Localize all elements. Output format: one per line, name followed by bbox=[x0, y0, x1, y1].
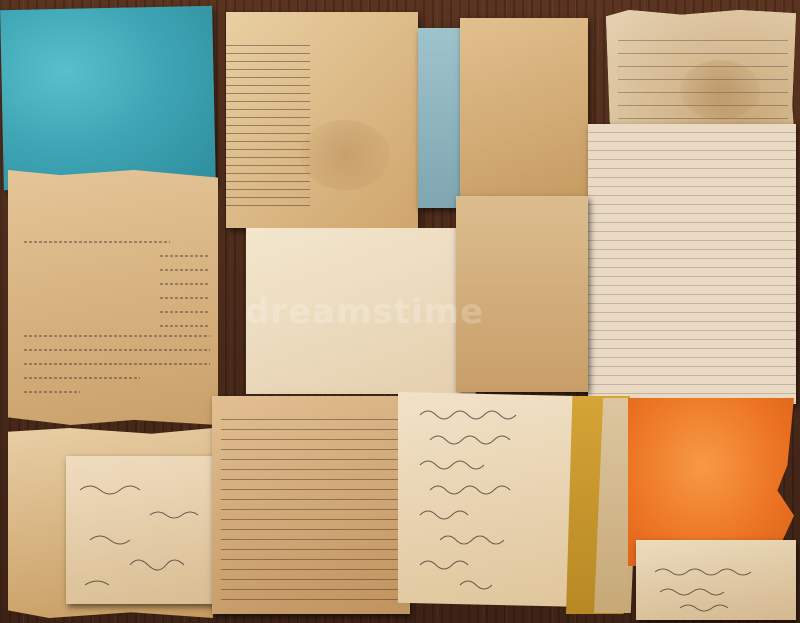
handwriting-bottom-left bbox=[70, 470, 210, 600]
handwriting-bottom-right bbox=[650, 560, 790, 615]
tan-sheet-middle bbox=[456, 196, 588, 392]
handwriting-center bbox=[410, 400, 580, 600]
typed-text-lines bbox=[20, 236, 215, 406]
lined-aged-sheet bbox=[226, 12, 418, 228]
teal-paper bbox=[0, 6, 216, 190]
paper-stain bbox=[300, 120, 390, 190]
lined-notebook-sheet bbox=[588, 124, 796, 404]
watermark: dreamstime bbox=[245, 292, 485, 332]
cream-blank-sheet bbox=[246, 228, 476, 394]
blue-paper-strip bbox=[418, 28, 464, 208]
paper-stain bbox=[680, 60, 760, 120]
lined-brown-sheet bbox=[212, 396, 410, 614]
aged-brown-sheet bbox=[460, 18, 588, 198]
